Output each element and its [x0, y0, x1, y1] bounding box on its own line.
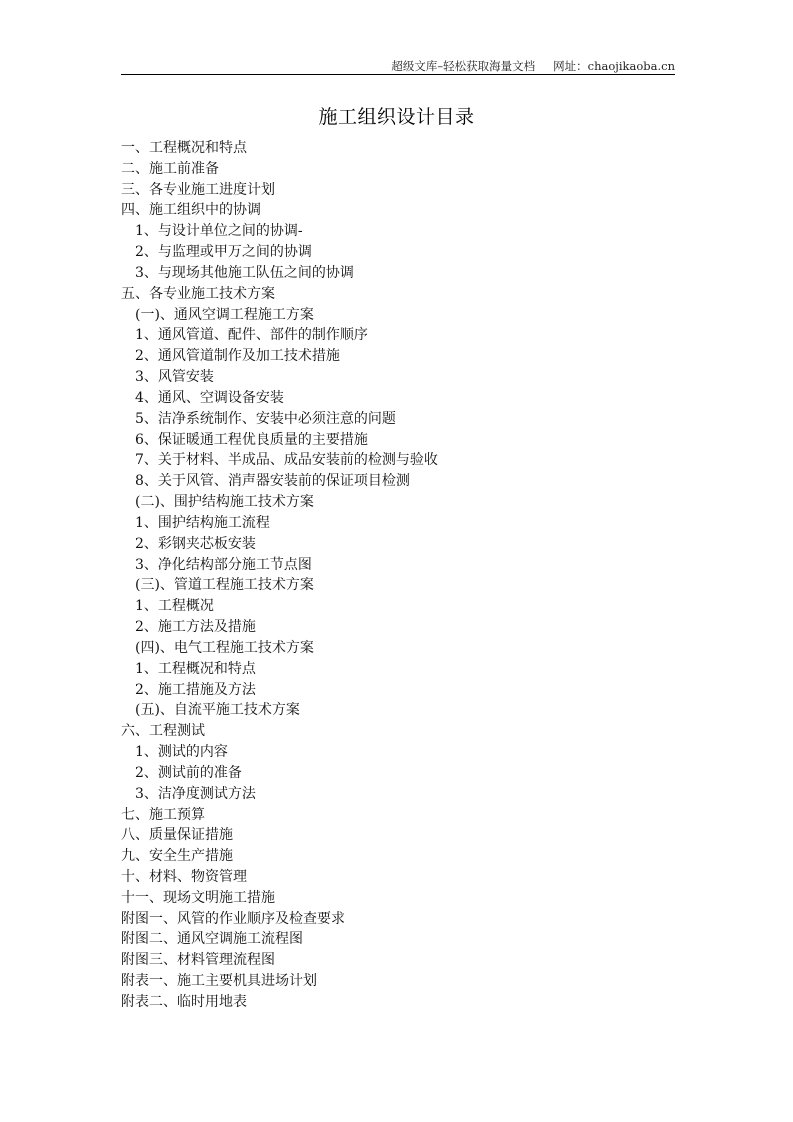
header-url[interactable]: chaojikaoba.cn	[587, 59, 675, 73]
toc-subentry: 2、测试前的准备	[135, 764, 242, 781]
toc-subentry: 1、与设计单位之间的协调-	[135, 223, 303, 240]
toc-subentry: (一)、通风空调工程施工方案	[135, 306, 314, 323]
toc-entry: 五、各专业施工技术方案	[121, 285, 275, 302]
toc-subentry: 1、工程概况	[135, 598, 214, 615]
toc-entry: 附图二、通风空调施工流程图	[121, 931, 303, 948]
toc-entry: 十一、现场文明施工措施	[121, 889, 275, 906]
toc-subentry: 2、通风管道制作及加工技术措施	[135, 348, 340, 365]
toc-entry: 附表一、施工主要机具进场计划	[121, 973, 317, 990]
toc-subentry: 3、风管安装	[135, 369, 214, 386]
toc-subentry: 3、洁净度测试方法	[135, 785, 256, 802]
toc-entry: 附图一、风管的作业顺序及检查要求	[121, 910, 345, 927]
toc-entry: 七、施工预算	[121, 806, 205, 823]
toc-entry: 二、施工前准备	[121, 160, 219, 177]
toc-subentry: 5、洁净系统制作、安装中必须注意的问题	[135, 410, 396, 427]
toc-subentry: 2、施工措施及方法	[135, 681, 256, 698]
toc-subentry: 8、关于风管、消声器安装前的保证项目检测	[135, 473, 410, 490]
header-divider	[121, 74, 675, 75]
toc-subentry: 1、通风管道、配件、部件的制作顺序	[135, 327, 368, 344]
table-of-contents	[121, 138, 681, 1013]
toc-subentry: (四)、电气工程施工技术方案	[135, 639, 314, 656]
toc-entry: 三、各专业施工进度计划	[121, 181, 275, 198]
toc-entry: 六、工程测试	[121, 723, 205, 740]
toc-subentry: 2、与监理或甲万之间的协调	[135, 244, 312, 261]
toc-entry: 附图三、材料管理流程图	[121, 952, 275, 969]
toc-entry: 四、施工组织中的协调	[121, 202, 261, 219]
toc-subentry: 1、测试的内容	[135, 744, 228, 761]
toc-subentry: (二)、围护结构施工技术方案	[135, 494, 314, 511]
toc-entry: 一、工程概况和特点	[121, 140, 247, 156]
toc-subentry: (五)、自流平施工技术方案	[135, 702, 300, 719]
toc-subentry: 4、通风、空调设备安装	[135, 389, 284, 406]
header-url-label: 网址：	[553, 59, 588, 73]
toc-entry: 九、安全生产措施	[121, 848, 233, 865]
toc-entry: 八、质量保证措施	[121, 827, 233, 844]
toc-entry: 附表二、临时用地表	[121, 993, 247, 1010]
toc-subentry: 2、彩钢夹芯板安装	[135, 535, 256, 552]
toc-subentry: 7、关于材料、半成品、成品安装前的检测与验收	[135, 452, 438, 469]
toc-entry: 十、材料、物资管理	[121, 868, 247, 885]
toc-subentry: 1、工程概况和特点	[135, 660, 256, 677]
toc-subentry: 3、净化结构部分施工节点图	[135, 556, 312, 573]
page-title: 施工组织设计目录	[318, 106, 475, 128]
page-header	[121, 57, 675, 75]
header-site-name: 超级文库–轻松获取海量文档	[391, 59, 536, 73]
toc-subentry: 3、与现场其他施工队伍之间的协调	[135, 264, 354, 281]
toc-subentry: 2、施工方法及措施	[135, 619, 256, 636]
toc-subentry: 6、保证暖通工程优良质量的主要措施	[135, 431, 368, 448]
toc-subentry: (三)、管道工程施工技术方案	[135, 577, 314, 594]
toc-subentry: 1、围护结构施工流程	[135, 514, 270, 531]
